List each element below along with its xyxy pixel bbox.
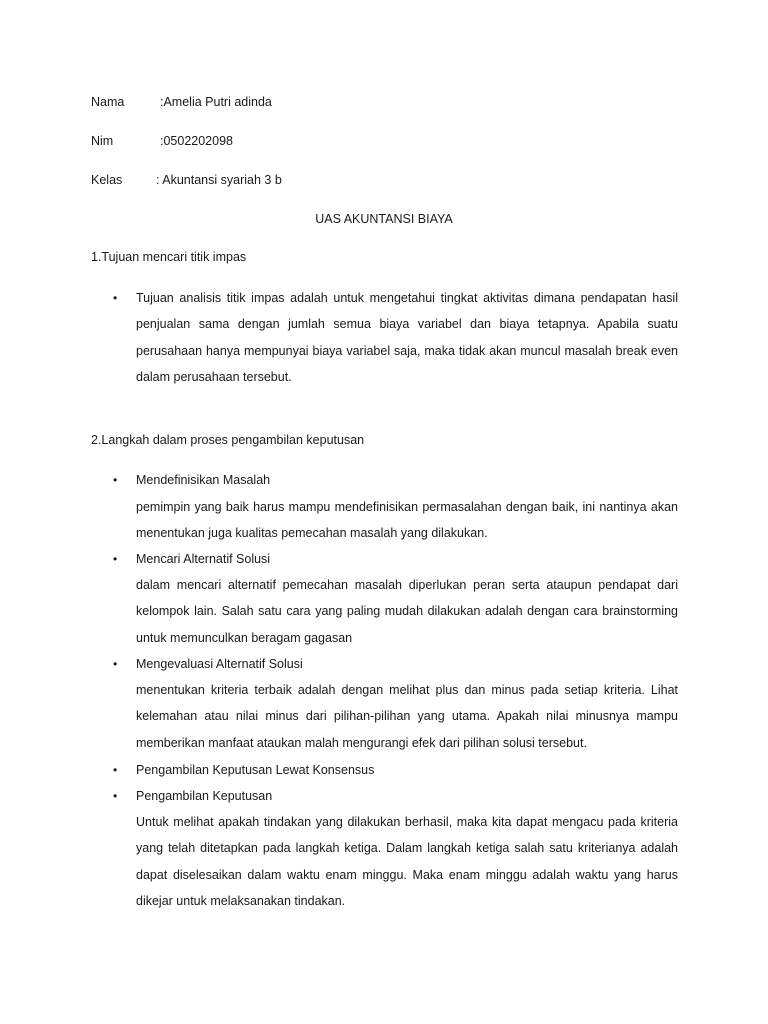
nim-value: :0502202098 [160,134,233,148]
step-5-title: Pengambilan Keputusan [136,789,273,803]
bullet-icon: • [113,291,118,305]
bullet-icon: • [113,789,118,803]
document-title: UAS AKUNTANSI BIAYA [315,212,453,226]
bullet-icon: • [113,657,118,671]
section-2-heading: 2.Langkah dalam proses pengambilan keputusan [91,433,365,447]
section-1-paragraph: Tujuan analisis titik impas adalah untuk mengetahui tingkat aktivitas dimana pendapatan hasil penjualan sama dengan jumlah semua biaya variabel dan biaya tetapnya. Apabila suatu perusahaan hanya mempunyai biaya variabel saja, maka tidak akan muncul masalah break even dalam perusahaan tersebut. [136,291,678,384]
nama-label: Nama [91,95,125,109]
kelas-value: : Akuntansi syariah 3 b [156,173,282,187]
section-1-heading: 1.Tujuan mencari titik impas [91,250,247,264]
step-3-title: Mengevaluasi Alternatif Solusi [136,657,303,671]
step-2-title: Mencari Alternatif Solusi [136,552,271,566]
bullet-icon: • [113,763,118,777]
bullet-icon: • [113,473,118,487]
nama-value: :Amelia Putri adinda [160,95,272,109]
step-3-body: menentukan kriteria terbaik adalah dengan melihat plus dan minus pada setiap kriteria. Lihat kelemahan atau nilai minus dari pilihan-pilihan yang utama. Apakah nilai minusnya mampu memberikan manfaat ataukan malah mengurangi efek dari pilihan solusi tersebut. [136,683,678,750]
step-1-body: pemimpin yang baik harus mampu mendefinisikan permasalahan dengan baik, ini nantinya akan menentukan juga kualitas pemecahan masalah yang dilakukan. [136,500,678,541]
step-5-body: Untuk melihat apakah tindakan yang dilakukan berhasil, maka kita dapat mengacu pada kriteria yang telah ditetapkan pada langkah ketiga. Dalam langkah ketiga salah satu kriterianya adalah dapat diselesaikan dalam waktu enam minggu. Maka enam minggu adalah waktu yang harus dikejar untuk melaksanakan tindakan. [136,815,678,908]
step-4-title: Pengambilan Keputusan Lewat Konsensus [136,763,375,777]
step-1-title: Mendefinisikan Masalah [136,473,271,487]
kelas-label: Kelas [91,173,123,187]
step-2-body: dalam mencari alternatif pemecahan masalah diperlukan peran serta ataupun pendapat dari kelompok lain. Salah satu cara yang paling mudah dilakukan adalah dengan cara brainstorming untuk memunculkan beragam gagasan [136,578,678,645]
nim-label: Nim [91,134,114,148]
bullet-icon: • [113,552,118,566]
